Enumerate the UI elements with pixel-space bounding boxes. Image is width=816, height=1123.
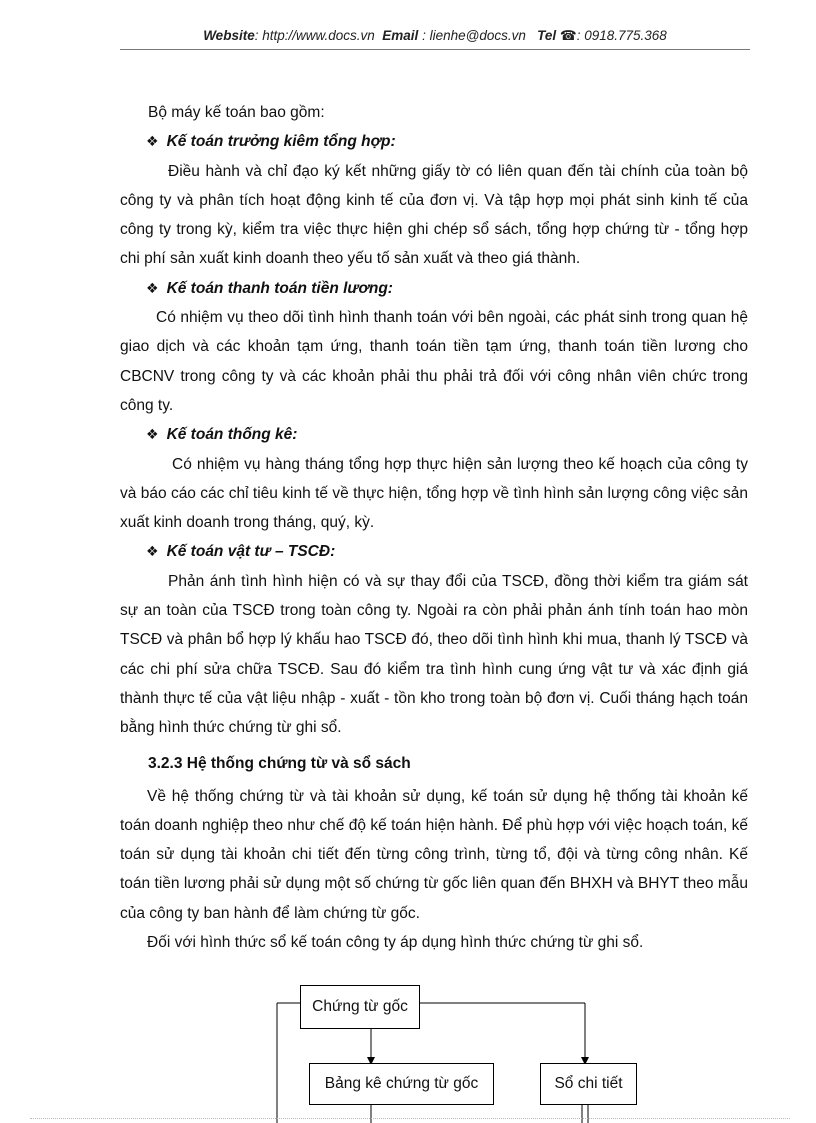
section-text-chief-accountant: Điều hành và chỉ đạo ký kết những giấy tờ có liên quan đến tài chính của toàn bộ công ty và phân tích hoạt động kinh tế của đơn vị. Và tập hợp mọi phát sinh kinh tế của công ty trong kỳ, kiểm tra việc thực hiện ghi chép sổ sách, tổng hợp chứng từ - tổng hợp chi phí sản xuất kinh doanh theo yếu tố sản xuất và theo giá thành. — [120, 162, 748, 268]
section-text-statistics-accountant: Có nhiệm vụ hàng tháng tổng hợp thực hiện sản lượng theo kế hoạch của công ty và báo cáo các chỉ tiêu kinh tế về thực hiện, tổng hợp về tình hình sản lượng công việc sản xuất kinh doanh trong tháng, quý, kỳ. — [120, 455, 748, 532]
section-heading-materials-accountant: ❖ Kế toán vật tư – TSCĐ: — [146, 543, 336, 561]
phone-icon: ☎ — [559, 28, 577, 43]
page-bottom-edge — [30, 1118, 790, 1119]
section-heading-payroll-accountant: ❖ Kế toán thanh toán tiền lương: — [146, 279, 393, 297]
document-body — [120, 98, 748, 957]
header-rule — [120, 49, 750, 50]
section-heading-chief-accountant: ❖ Kế toán trưởng kiêm tổng hợp: — [146, 133, 396, 151]
section-heading-statistics-accountant: ❖ Kế toán thống kê: — [146, 426, 298, 444]
website-label: Website — [203, 28, 255, 43]
box-original-documents: Chứng từ gốc — [300, 985, 420, 1029]
subsection-paragraph-1: Về hệ thống chứng từ và tài khoản sử dụng, kế toán sử dụng hệ thống tài khoản kế toán doanh nghiệp theo như chế độ kế toán hiện hành. Để phù hợp với việc hoạch toán, kế toán sử dụng tài khoản chi tiết đến từng công trình, từng tổ, đội và từng công nhân. Kế toán tiền lương phải sử dụng một số chứng từ gốc liên quan đến BHXH và BHYT theo mẫu của công ty ban hành để làm chứng từ gốc. — [120, 787, 748, 922]
section-text-payroll-accountant: Có nhiệm vụ theo dõi tình hình thanh toán với bên ngoài, các phát sinh trong quan hệ giao dịch và các khoản tạm ứng, thanh toán tiền tạm ứng, thanh toán tiền lương cho CBCNV trong công ty và các khoản phải thu phải trả đối với công nhân viên chức trong công ty. — [120, 309, 748, 414]
section-text-materials-accountant: Phản ánh tình hình hiện có và sự thay đổi của TSCĐ, đồng thời kiểm tra giám sát sự an toàn của TSCĐ trong toàn công ty. Ngoài ra còn phải phản ánh tính toán hao mòn TSCĐ và phân bổ hợp lý khấu hao TSCĐ đó, theo dõi tình hình khi mua, thanh lý TSCĐ và các chi phí sửa chữa TSCĐ. Sau đó kiểm tra tình hình cung ứng vật tư và xác định giá thành thực tế của vật liệu nhập - xuất - tồn kho trong toàn bộ đơn vị. Cuối tháng hạch toán bằng hình thức chứng từ ghi sổ. — [120, 572, 748, 737]
email-value: : lienhe@docs.vn — [422, 28, 526, 43]
diamond-bullet-icon: ❖ — [146, 543, 159, 560]
box-original-documents-summary: Bảng kê chứng từ gốc — [309, 1063, 494, 1105]
email-label: Email — [382, 28, 419, 43]
tel-value: : 0918.775.368 — [576, 28, 667, 43]
subsection-paragraph-2: Đối với hình thức sổ kế toán công ty áp dụng hình thức chứng từ ghi sổ. — [147, 934, 644, 952]
box-detail-ledger: Sổ chi tiết — [540, 1063, 637, 1105]
tel-label: Tel — [537, 28, 557, 43]
diamond-bullet-icon: ❖ — [146, 133, 159, 150]
diamond-bullet-icon: ❖ — [146, 279, 159, 296]
diamond-bullet-icon: ❖ — [146, 426, 159, 443]
website-value: : http://www.docs.vn — [254, 28, 375, 43]
subsection-heading: 3.2.3 Hệ thống chứng từ và sổ sách — [148, 754, 411, 772]
page-header — [120, 28, 750, 48]
intro-text: Bộ máy kế toán bao gồm: — [148, 104, 325, 121]
